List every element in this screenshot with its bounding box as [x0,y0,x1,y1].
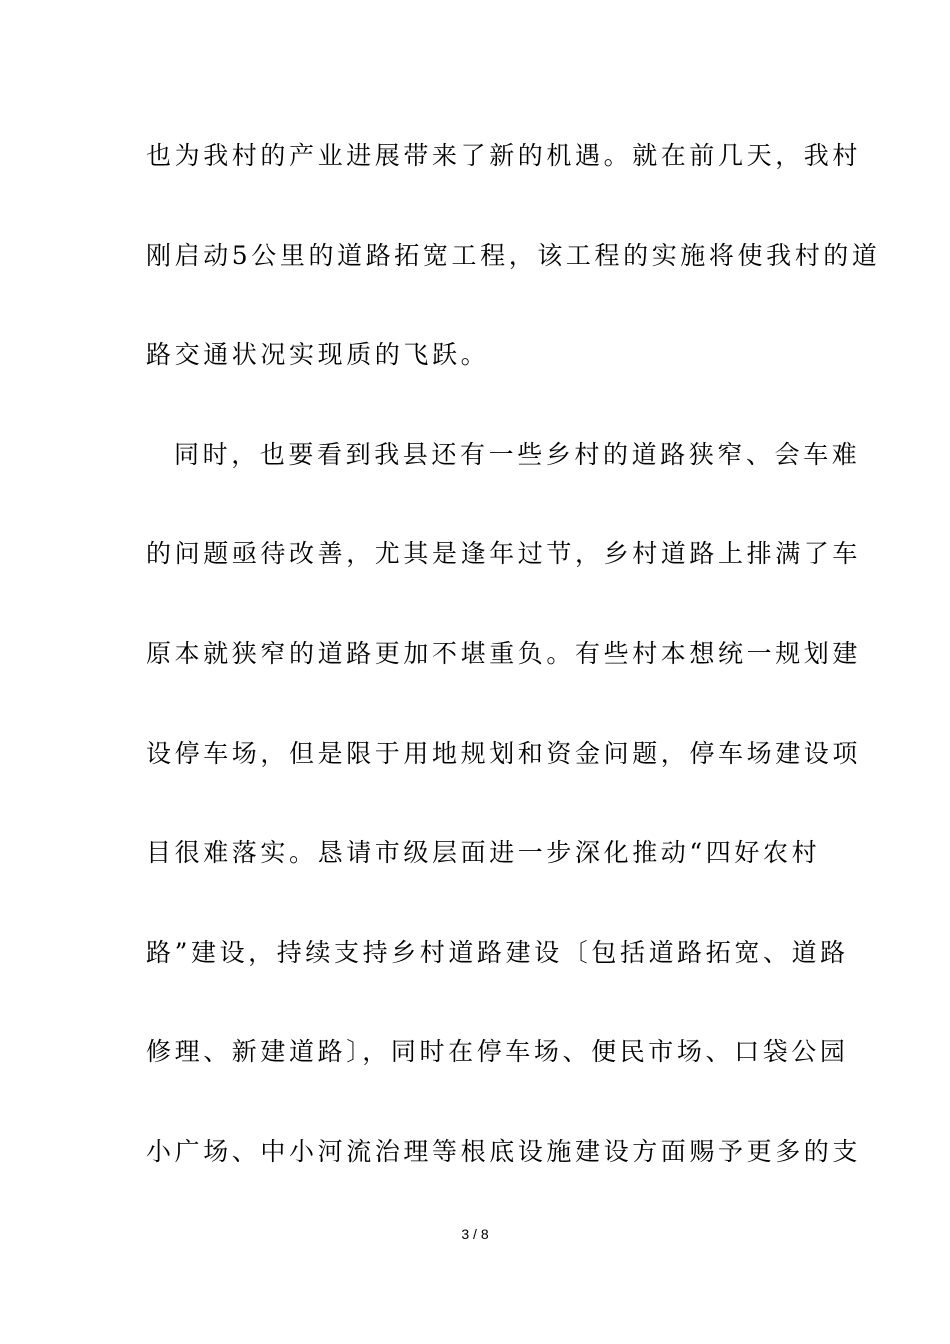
text-line: 小广场、中小河流治理等根底设施建设方面赐予更多的支 [146,1136,862,1166]
text-line: 目很难落实。恳请市级层面进一步深化推动“四好农村 [146,838,821,868]
text-line: 修理、新建道路〕，同时在停车场、便民市场、口袋公园 [146,1037,849,1067]
text-line: 原本就狭窄的道路更加不堪重负。有些村本想统一规划建 [146,638,862,668]
text-line: 路”建设，持续支持乡村道路建设〔包括道路拓宽、道路 [146,937,849,967]
text-line: 刚启动5公里的道路拓宽工程，该工程的实施将使我村的道 [146,240,881,270]
text-line: 路交通状况实现质的飞跃。 [146,340,490,370]
body-text [146,128,881,1224]
text-line: 设停车场，但是限于用地规划和资金问题，停车场建设项 [146,738,862,768]
text-line: 的问题亟待改善，尤其是逢年过节，乡村道路上排满了车 [146,539,862,569]
paragraph-start-line: 同时，也要看到我县还有一些乡村的道路狭窄、会车难 [174,439,861,469]
text-line: 也为我村的产业进展带来了新的机遇。就在前几天，我村 [146,141,862,170]
page-number: 3 / 8 [461,1226,489,1242]
